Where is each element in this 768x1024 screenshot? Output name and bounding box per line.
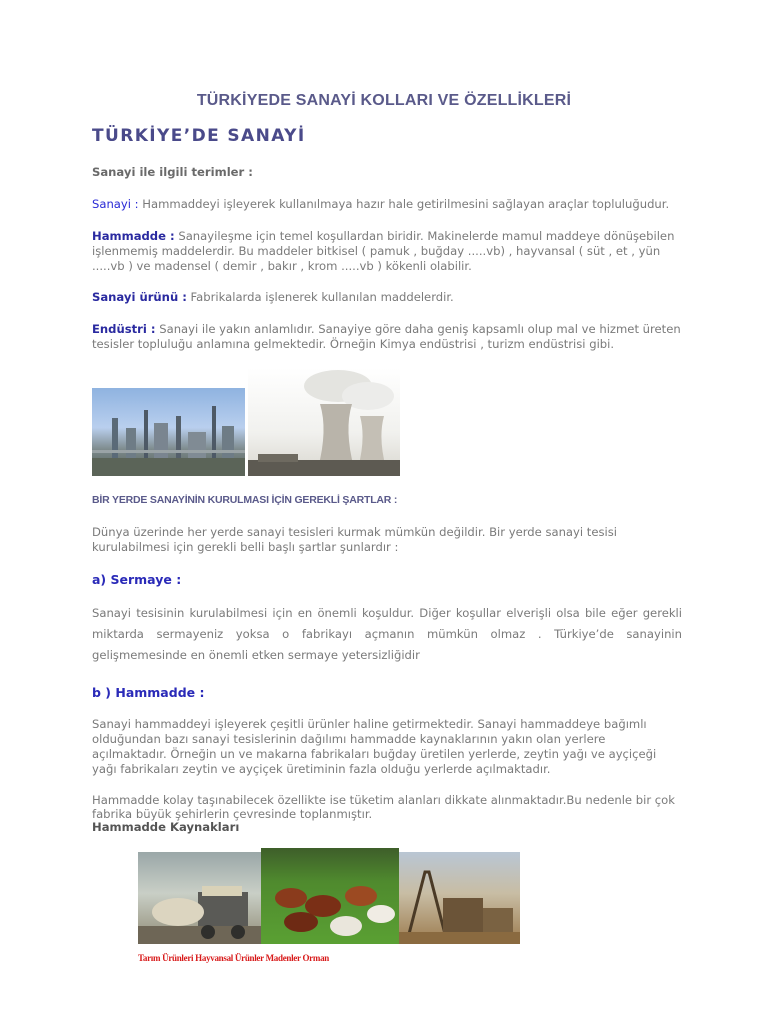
capital-heading: a) Sermaye : [92,572,182,587]
mine-image [399,852,520,944]
image-caption: Tarım Ürünleri Hayvansal Ürünler Madenler Orman [138,953,329,963]
term-text: Fabrikalarda işlenerek kullanılan maddelerdir. [186,290,454,304]
agriculture-image [138,852,261,944]
term-label: Hammadde : [92,229,175,243]
term-text: Hammaddeyi işleyerek kullanılmaya hazır hale getirilmesini sağlayan araçlar topluluğudur. [138,197,670,211]
term-label: Sanayi ürünü : [92,290,187,304]
term-label: Endüstri : [92,322,156,336]
term-sanayi-urunu [92,290,682,305]
raw-material-heading: b ) Hammadde : [92,685,205,700]
term-hammadde [92,229,682,274]
terms-heading: Sanayi ile ilgili terimler : [92,165,253,179]
term-endustri [92,322,682,352]
capital-text: Sanayi tesisinin kurulabilmesi için en önemli koşuldur. Diğer koşullar elverişli olsa bile eğer gerekli miktarda sermayeniz yoksa o fabrikayı açmanın mümkün olmaz . Türkiye’de sanayinin gelişmemesinde en önemli etken sermaye yetersizliğidir [92,606,682,662]
term-text: Sanayi ile yakın anlamlıdır. Sanayiye göre daha geniş kapsamlı olup mal ve hizmet üreten tesisler topluluğu anlamına gelmektedir. Örneğin Kimya endüstrisi , turizm endüstrisi gibi. [92,322,681,351]
raw-material-text-2: Hammadde kolay taşınabilecek özellikte ise tüketim alanları dikkate alınmaktadır.Bu nedenle bir çok fabrika büyük şehirlerin çevresinde toplanmıştır. [92,793,675,821]
term-text: Sanayileşme için temel koşullardan biridir. Makinelerde mamul maddeye dönüşebilen işlenmemiş maddelerdir. Bu maddeler bitkisel ( pamuk , buğday .....vb) , hayvansal ( süt , et , yün .....vb ) ve madensel ( demir , bakır , krom .....vb ) kökenli olabilir. [92,229,675,273]
term-label: Sanayi : [92,197,139,211]
conditions-intro: Dünya üzerinde her yerde sanayi tesisleri kurmak mümkün değildir. Bir yerde sanayi tesisi kurulabilmesi için gerekli belli başlı şartlar şunlardır : [92,525,618,554]
page-title: TÜRKİYEDE SANAYİ KOLLARI VE ÖZELLİKLERİ [196,92,572,109]
section-title: TÜRKİYE’DE SANAYİ [92,126,306,146]
sources-heading: Hammadde Kaynakları [92,820,240,834]
raw-material-text: Sanayi hammaddeyi işleyerek çeşitli ürünler haline getirmektedir. Sanayi hammaddeye bağımlı olduğundan bazı sanayi tesislerinin dağılımı hammadde kaynaklarının yakın olan yerlere açılmaktadır. Örneğin un ve makarna fabrikaları buğday üretilen yerlerde, zeytin yağı ve ayçiçeği yağı fabrikaları zeytin ve ayçiçek üretiminin fazla olduğu yerlerde açılmaktadır. [92,717,657,776]
refinery-image [92,388,245,476]
cooling-towers-image [248,368,400,476]
livestock-image [261,848,399,944]
term-sanayi [92,197,682,212]
conditions-heading: BİR YERDE SANAYİNİN KURULMASI İÇİN GEREKLİ ŞARTLAR : [92,494,398,506]
